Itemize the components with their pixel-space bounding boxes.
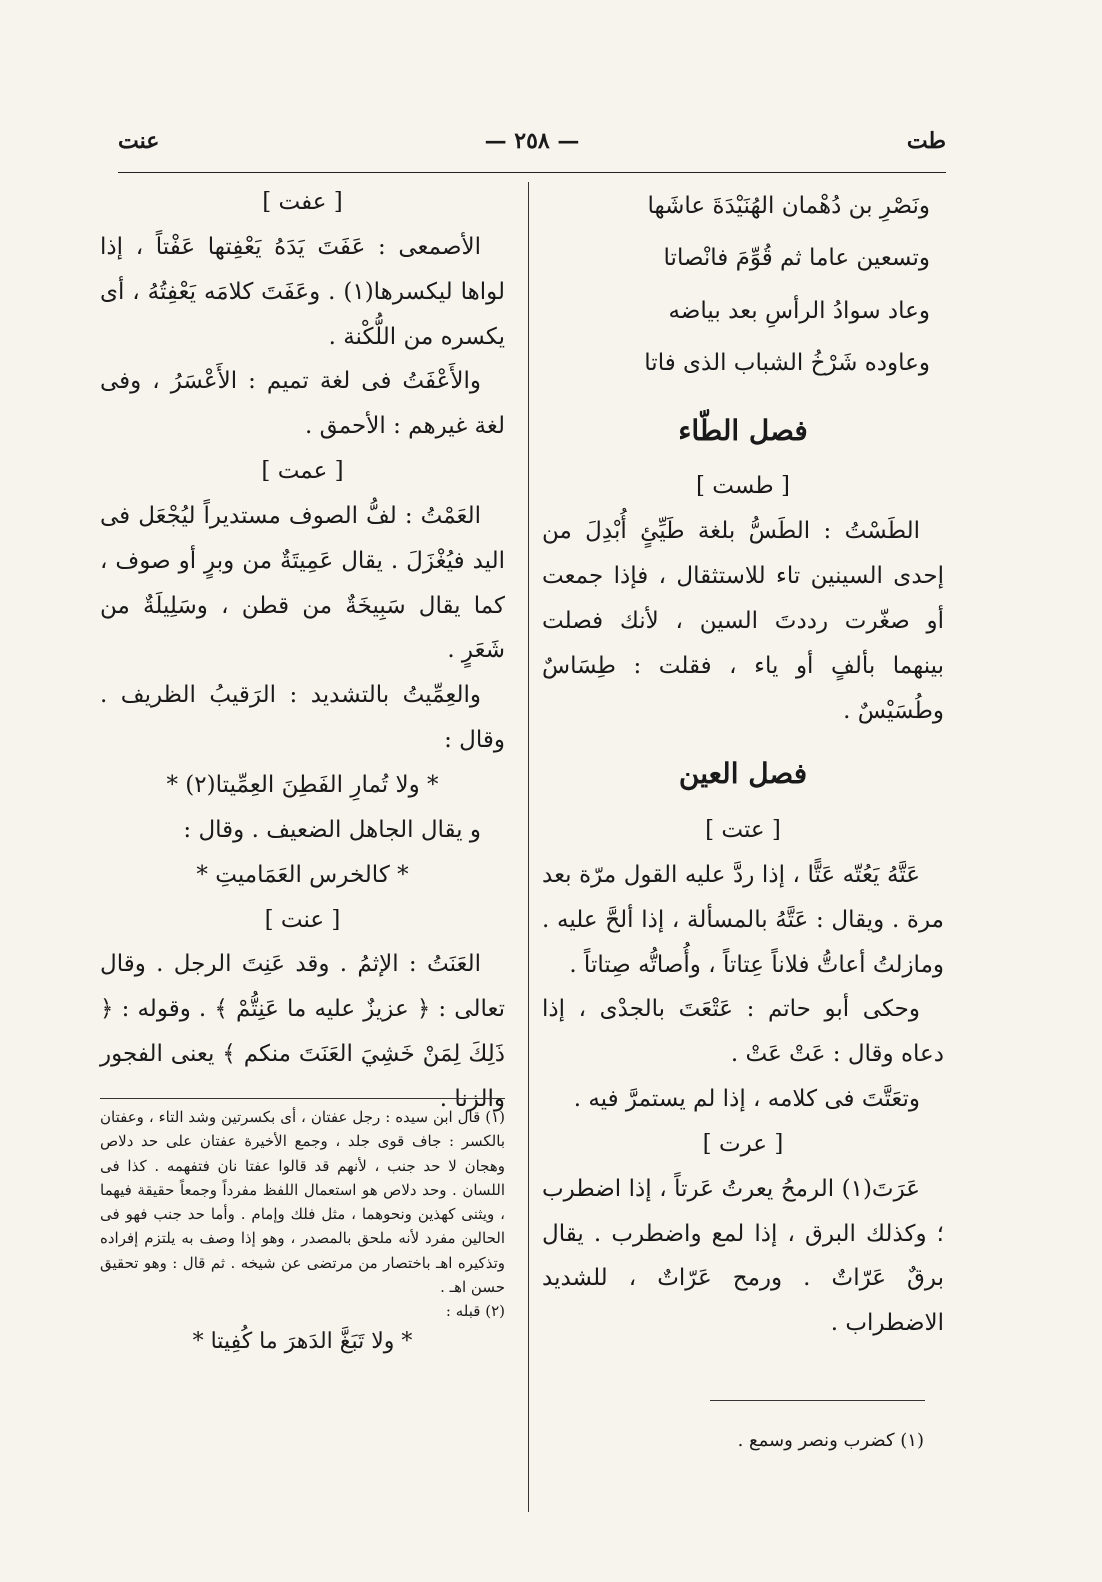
entry-heading-tast: [ طست ] — [696, 473, 790, 500]
entry-heading-ant: [ عنت ] — [264, 906, 341, 933]
poem-verse: وعاد سوادُ الرأسِ بعد بياضه — [668, 297, 930, 324]
page-header — [118, 128, 946, 172]
entry-text-amt: و يقال الجاهل الضعيف . وقال : — [183, 816, 481, 843]
left-column — [100, 180, 505, 1122]
entry-text-aft: والأَعْفَتُ فى لغة تميم : الأَعْسَرُ ، وفى لغة غيرهم : الأحمق . — [100, 368, 505, 440]
header-left-keyword: عنت — [118, 128, 160, 154]
footnote-2-label: (٢) قبله : — [445, 1302, 505, 1321]
column-divider — [528, 182, 529, 1512]
entry-text-amt: والعِمِّيتُ بالتشديد : الرَقيبُ الظريف . وقال : — [100, 682, 505, 754]
page-number: — ٢٥٨ — — [484, 128, 580, 154]
footnote-rule — [710, 1400, 925, 1401]
entry-text-att: وتعَتَّتَ فى كلامه ، إذا لم يستمرَّ فيه . — [573, 1086, 920, 1113]
entry-text-art: عَرَتَ(١) الرمحُ يعرتُ عَرتاً ، إذا اضطرب ؛ وكذلك البرق ، إذا لمع واضطرب . يقال برقٌ عَرّاتٌ . ورمح عَرّاتٌ ، للشديد الاضطراب . — [542, 1175, 944, 1337]
section-heading-taa: فصل الطّاء — [678, 413, 808, 447]
entry-text-att: عَتَّهُ يَعُتّه عَتًّا ، إذا ردَّ عليه القول مرّة بعد مرة . ويقال : عَتَّهُ بالمسألة ، إذا ألحَّ عليه . ومازلتُ أعاتُّ فلاناً عِتاتاً ، وأُصاتُّه صِتاتاً . — [542, 861, 944, 978]
footnote-1: (١) قال ابن سيده : رجل عفتان ، أى بكسرتين وشد التاء ، وعفتان بالكسر : جاف قوى جلد ، وجمع الأخيرة عفتان على حد دلاص وهجان لا حد جنب ، لأنهم قد قالوا عفتا نان فتفهمه . كذا فى اللسان . وحد دلاص هو استعمال اللفظ مفرداً وجمعاً حقيقة فيهما ، ويثنى كهذين ونحوهما ، مثل فلك وإمام . وأما حد جنب فهو فى الحالين مفرد لأنه ملحق بالمصدر ، وهو إذا وصف به يلتزم إفراده وتذكيره اهـ باختصار من مرتضى عن شيخه . ثم قال : وهو تحقيق حسن اهـ . — [100, 1108, 505, 1297]
entry-heading-art: [ عرت ] — [702, 1130, 784, 1157]
footnotes-left — [100, 1098, 505, 1359]
entry-text-aft: الأصمعى : عَفَتَ يَدَهُ يَعْفِتها عَفْتاً ، إذا لواها ليكسرها(١) . وعَفَتَ كلامَه يَعْفِتُهُ ، أى يكسره من اللُّكْنة . — [100, 233, 505, 350]
entry-heading-att: [ عتت ] — [705, 817, 781, 843]
footnote-right: (١) كضرب ونصر وسمع . — [737, 1430, 924, 1451]
entry-heading-aft: [ عفت ] — [262, 189, 343, 215]
entry-text-ant: العَنَتُ : الإثمُ . وقد عَنِتَ الرجل . وقال تعالى : ﴿ عزيزٌ عليه ما عَنِتُّمْ ﴾ . وقوله : ﴿ ذَلِكَ لِمَنْ خَشِيَ العَنَتَ منكم ﴾ يعنى الفجور والزنا . — [100, 951, 505, 1112]
poem-verse: وتسعين عاما ثم قُوِّمَ فانْصاتا — [663, 245, 930, 272]
quoted-verse: * ولا تُمارِ الفَطِنَ العِمِّيتا(٢) * — [166, 771, 439, 798]
poem-verse: وعاوده شَرْخُ الشباب الذى فاتا — [644, 350, 930, 377]
header-rule — [118, 172, 946, 173]
entry-text-amt: العَمْتُ : لفُّ الصوف مستديراً ليُجْعَل فى اليد فيُغْزَلَ . يقال عَمِيتَةٌ من وبرٍ أو صوف ، كما يقال سَبِيخَةٌ من قطن ، وسَلِيلَةٌ من شَعَرٍ . — [100, 502, 505, 664]
entry-heading-amt: [ عمت ] — [261, 458, 344, 485]
right-column — [542, 180, 944, 1346]
section-heading-ayn: فصل العين — [678, 757, 808, 791]
entry-text-tast: الطَسْتُ : الطَسُّ بلغة طَيِّئٍ أُبْدِلَ من إحدى السينين تاء للاستثقال ، فإذا جمعت أو صغّرت رددتَ السين ، لأنك فصلت بينهما بألفٍ أو ياء ، فقلت : طِسَاسٌ وطُسَيْسٌ . — [542, 518, 944, 724]
entry-text-att: وحكى أبو حاتم : عَتْعَتَ بالجدْى ، إذا دعاه وقال : عَتْ عَتْ . — [542, 996, 944, 1068]
header-right-keyword: طت — [906, 128, 946, 154]
footnote-2-verse: * ولا تَبَغَّ الدَهرَ ما كُفِيتا * — [192, 1328, 413, 1354]
poem-verse: ونَصْرِ بن دُهْمان الهُنَيْدَةَ عاشَها — [647, 193, 930, 219]
quoted-verse: * كالخرس العَمَاميتِ * — [196, 861, 409, 888]
